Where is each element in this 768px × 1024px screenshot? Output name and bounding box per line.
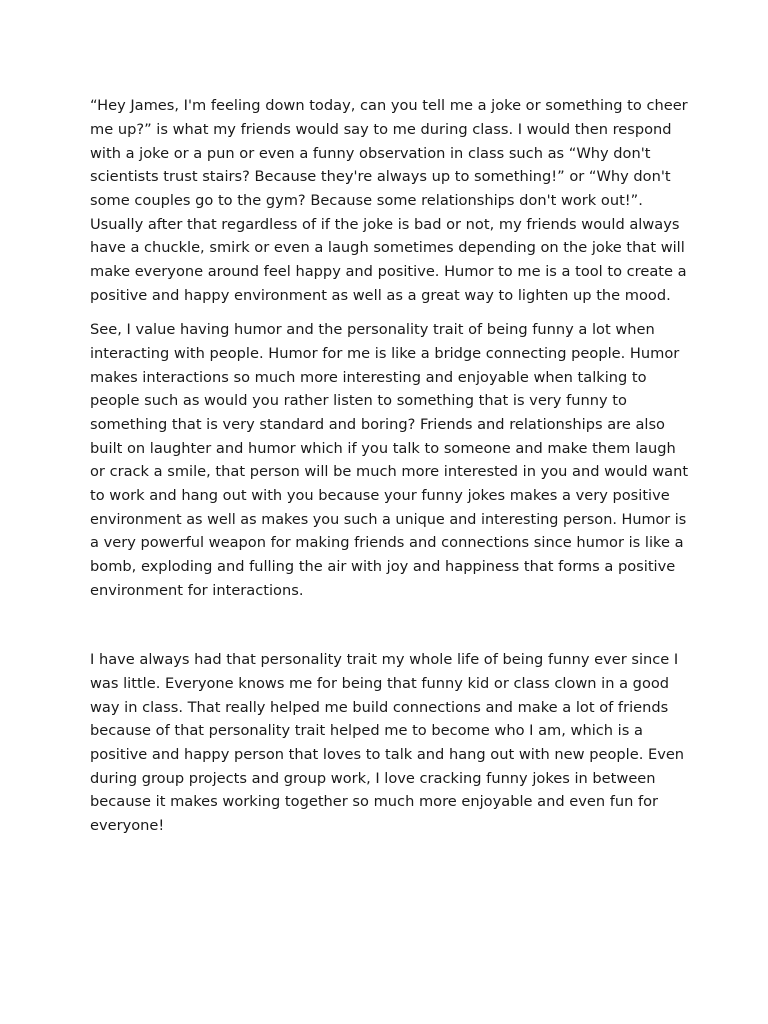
text-line: people such as would you rather listen to something that is very funny to [90,392,627,409]
text-line: have a chuckle, smirk or even a laugh sometimes depending on the joke that will [90,239,685,256]
text-line: because of that personality trait helped me to become who I am, which is a [90,722,643,739]
text-line: positive and happy person that loves to talk and hang out with new people. Even [90,746,685,763]
text-line: I have always had that personality trait my whole life of being funny ever since I [90,651,679,668]
text-line: a very powerful weapon for making friends and connections since humor is like a [90,534,684,551]
text-line: environment as well as makes you such a unique and interesting person. Humor is [90,512,687,528]
text-line: way in class. That really helped me build connections and make a lot of friends [90,699,669,716]
text-line: something that is very standard and boring? Friends and relationships are also [90,416,665,433]
text-line: me up?” is what my friends would say to me during class. I would then respond [90,121,672,138]
text-line: everyone! [90,817,165,834]
text-line: because it makes working together so much more enjoyable and even fun for [90,793,659,810]
text-line: make everyone around feel happy and positive. Humor to me is a tool to create a [90,263,687,280]
text-line: makes interactions so much more interesting and enjoyable when talking to [90,369,647,386]
text-line: or crack a smile, that person will be much more interested in you and would want [90,463,689,480]
text-line: with a joke or a pun or even a funny observation in class such as “Why don't [90,145,651,162]
text-line: interacting with people. Humor for me is like a bridge connecting people. Humor [90,345,680,362]
text-line: Usually after that regardless of if the joke is bad or not, my friends would always [90,216,680,233]
text-line: built on laughter and humor which if you talk to someone and make them laugh [90,440,676,457]
text-line: positive and happy environment as well as a great way to lighten up the mood. [90,287,671,304]
text-line: scientists trust stairs? Because they're always up to something!” or “Why don't [90,168,671,185]
text-line: was little. Everyone knows me for being that funny kid or class clown in a good [90,675,670,692]
text-line: environment for interactions. [90,582,304,599]
text-line: bomb, exploding and fulling the air with joy and happiness that forms a positive [90,558,676,575]
text-line: during group projects and group work, I love cracking funny jokes in between [90,770,656,787]
text-line: “Hey James, I'm feeling down today, can you tell me a joke or something to cheer [90,97,688,114]
text-line: to work and hang out with you because your funny jokes makes a very positive [90,487,670,504]
text-line: some couples go to the gym? Because some relationships don't work out!”. [90,192,643,209]
text-line: See, I value having humor and the personality trait of being funny a lot when [90,321,655,338]
